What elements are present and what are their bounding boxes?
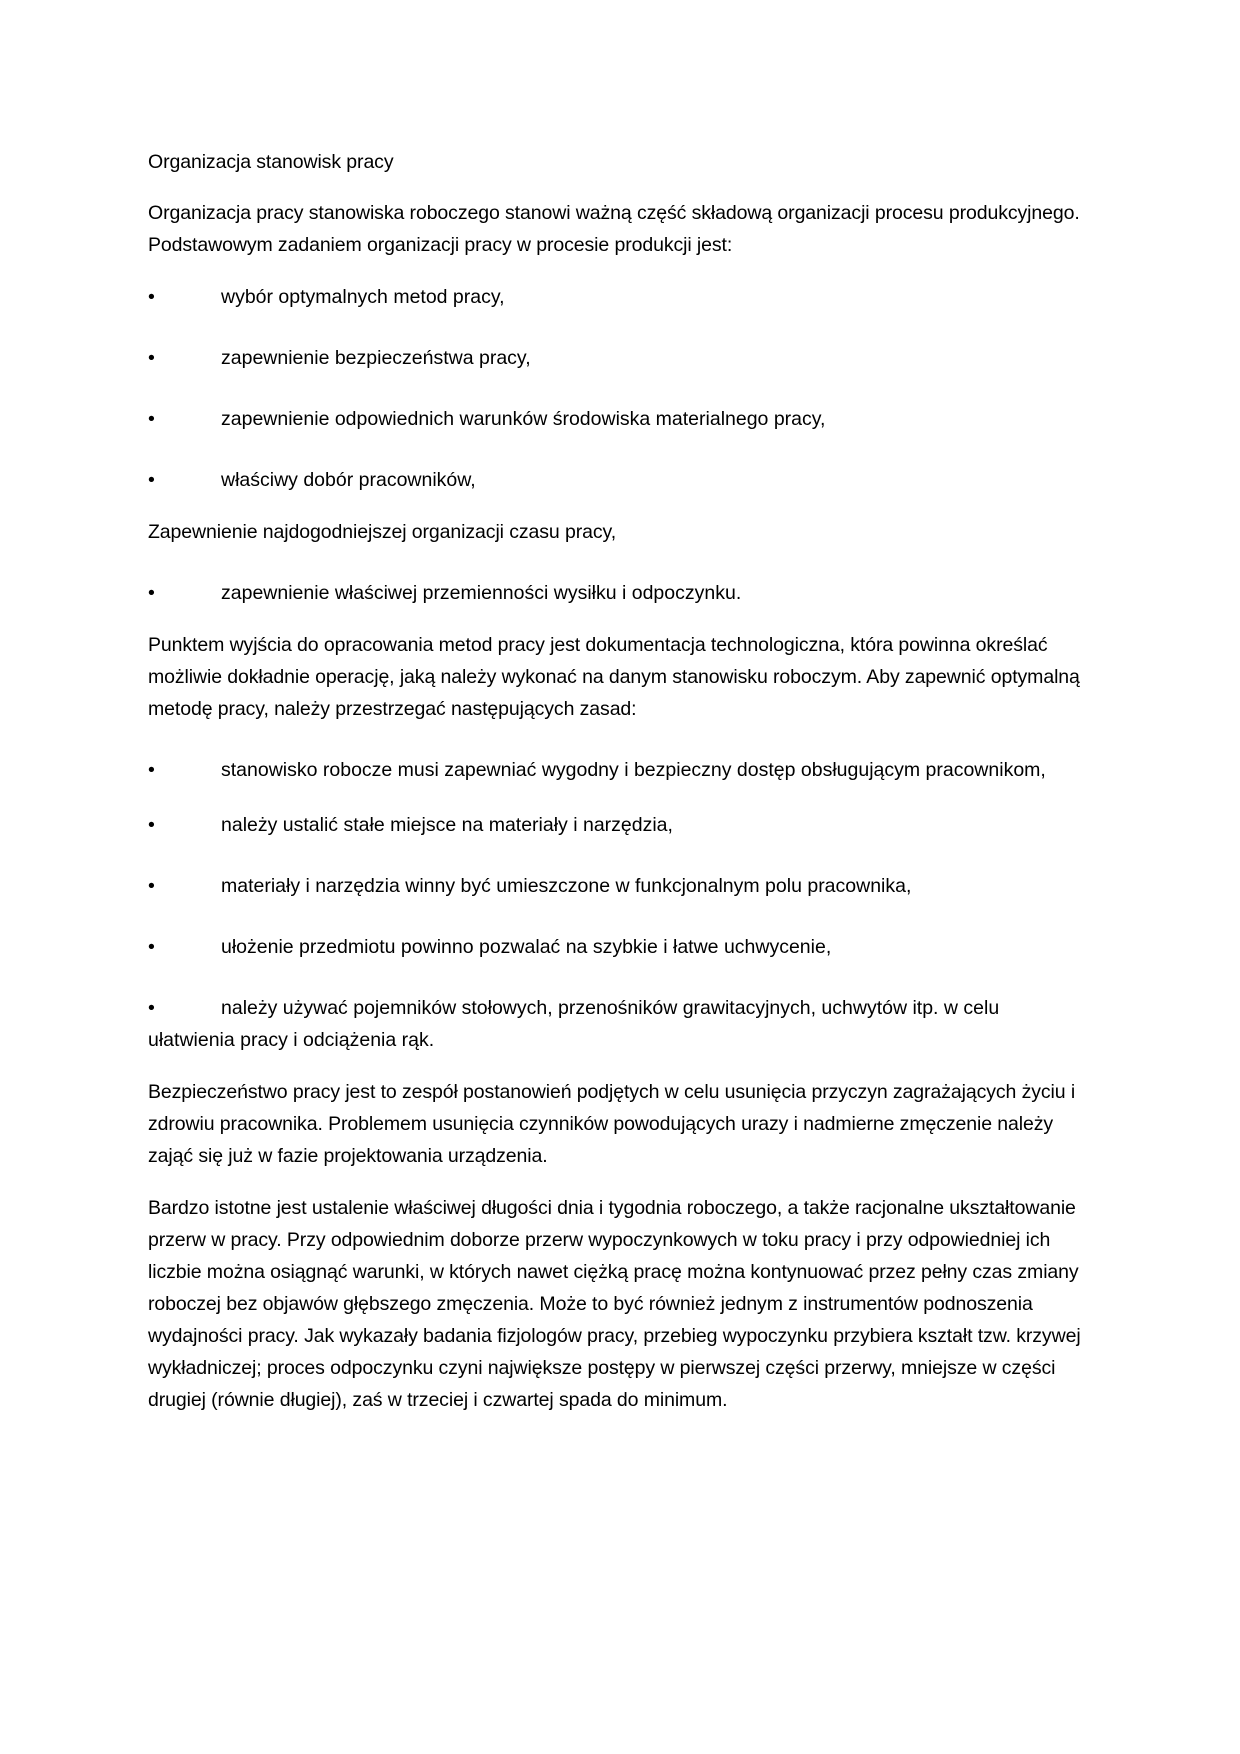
- bullet-icon: •: [148, 286, 155, 308]
- intro-paragraph: Organizacja pracy stanowiska roboczego stanowi ważną część składową organizacji procesu produkcyjnego. Podstawowym zadaniem organizacji pracy w procesie produkcji jest:: [148, 202, 1080, 256]
- document-body: [148, 146, 1088, 1436]
- bullet-item: [148, 464, 1088, 496]
- bullet-item: [148, 809, 1088, 841]
- bullet-text: zapewnienie odpowiednich warunków środowiska materialnego pracy,: [221, 408, 826, 430]
- time-organization-line: Zapewnienie najdogodniejszej organizacji czasu pracy,: [148, 521, 617, 543]
- bullet-item: [148, 931, 1088, 963]
- bullet-item: [148, 403, 1088, 435]
- bullet-text: wybór optymalnych metod pracy,: [221, 286, 505, 308]
- bullet-icon: •: [148, 936, 155, 958]
- bullet-item: [148, 281, 1088, 313]
- bullet-text: należy używać pojemników stołowych, przenośników grawitacyjnych, uchwytów itp. w celu ułatwienia pracy i odciążenia rąk.: [148, 997, 1000, 1051]
- bullet-item: [148, 342, 1088, 374]
- bullet-text: należy ustalić stałe miejsce na materiały i narzędzia,: [221, 814, 673, 836]
- bullet-item: [148, 992, 1088, 1056]
- bullet-text: zapewnienie bezpieczeństwa pracy,: [221, 347, 531, 369]
- bullet-item: [148, 754, 1088, 786]
- safety-paragraph: Bezpieczeństwo pracy jest to zespół postanowień podjętych w celu usunięcia przyczyn zagrażających życiu i zdrowiu pracownika. Problemem usunięcia czynników powodujących urazy i nadmierne zmęczenie należy zająć się już w fazie projektowania urządzenia.: [148, 1081, 1076, 1167]
- bullet-text: właściwy dobór pracowników,: [221, 469, 476, 491]
- document-title: Organizacja stanowisk pracy: [148, 151, 394, 173]
- rest-paragraph: Bardzo istotne jest ustalenie właściwej długości dnia i tygodnia roboczego, a także racjonalne ukształtowanie przerw w pracy. Przy odpowiednim doborze przerw wypoczynkowych w toku pracy i przy odpowiedniej ich liczbie można osiągnąć warunki, w których nawet ciężką pracę można kontynuować przez pełny czas zmiany roboczej bez objawów głębszego zmęczenia. Może to być również jednym z instrumentów podnoszenia wydajności pracy. Jak wykazały badania fizjologów pracy, przebieg wypoczynku przybiera kształt tzw. krzywej wykładniczej; proces odpoczynku czyni największe postępy w pierwszej części przerwy, mniejsze w części drugiej (równie długiej), zaś w trzeciej i czwartej spada do minimum.: [148, 1197, 1081, 1411]
- bullet-text: stanowisko robocze musi zapewniać wygodny i bezpieczny dostęp obsługującym pracownikom,: [221, 759, 1046, 781]
- bullet-icon: •: [148, 997, 155, 1019]
- bullet-icon: •: [148, 814, 155, 836]
- bullet-icon: •: [148, 875, 155, 897]
- bullet-text: materiały i narzędzia winny być umieszczone w funkcjonalnym polu pracownika,: [221, 875, 912, 897]
- bullet-text: ułożenie przedmiotu powinno pozwalać na szybkie i łatwe uchwycenie,: [221, 936, 832, 958]
- bullet-icon: •: [148, 347, 155, 369]
- bullet-item: [148, 870, 1088, 902]
- bullet-icon: •: [148, 759, 155, 781]
- bullet-text: zapewnienie właściwej przemienności wysiłku i odpoczynku.: [221, 582, 742, 604]
- bullet-item: [148, 577, 1088, 609]
- methods-paragraph: Punktem wyjścia do opracowania metod pracy jest dokumentacja technologiczna, która powinna określać możliwie dokładnie operację, jaką należy wykonać na danym stanowisku roboczym. Aby zapewnić optymalną metodę pracy, należy przestrzegać następujących zasad:: [148, 634, 1080, 720]
- bullet-icon: •: [148, 469, 155, 491]
- bullet-icon: •: [148, 582, 155, 604]
- bullet-icon: •: [148, 408, 155, 430]
